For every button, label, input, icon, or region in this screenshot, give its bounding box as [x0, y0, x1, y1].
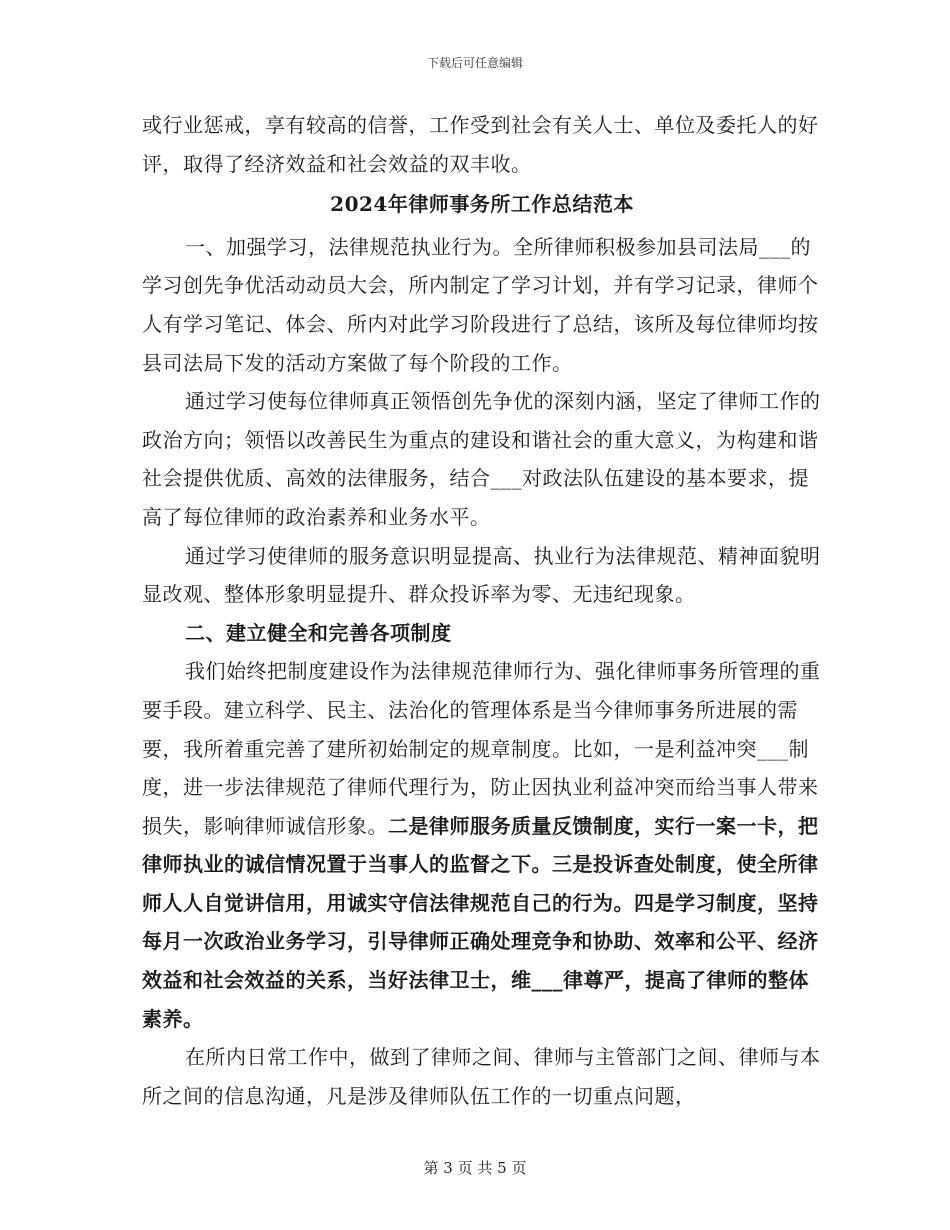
paragraph-4-bold: 二是律师服务质量反馈制度，实行一案一卡，把律师执业的诚信情况置于当事人的监督之下。三是投诉查处制度，使全所律师人人自觉讲信用，用诚实守信法律规范自己的行为。四是学习制度，坚持每月一次政治业务学习，引导律师正确处理竞争和协助、效率和公平、经济效益和社会效益的关系，当好法律卫士，维___律尊严，提高了律师的整体素养。	[142, 813, 819, 1031]
header-note: 下载后可任意编辑	[426, 56, 523, 70]
continuation-paragraph: 或行业惩戒，享有较高的信誉，工作受到社会有关人士、单位及委托人的好评，取得了经济效益和社会效益的双丰收。	[142, 113, 819, 176]
paragraph-2: 通过学习使每位律师真正领悟创先争优的深刻内涵，坚定了律师工作的政治方向；领悟以改善民生为重点的建设和谐社会的重大意义，为构建和谐社会提供优质、高效的法律服务，结合___对政法队伍建设的基本要求，提高了每位律师的政治素养和业务水平。	[142, 389, 821, 529]
paragraph-1: 一、加强学习，法律规范执业行为。全所律师积极参加县司法局___的学习创先争优活动动员大会，所内制定了学习计划，并有学习记录，律师个人有学习笔记、体会、所内对此学习阶段进行了总结，该所及每位律师均按县司法局下发的活动方案做了每个阶段的工作。	[142, 234, 819, 375]
document-body	[142, 106, 822, 1115]
paragraph-4	[142, 652, 822, 1038]
section-heading-2: 二、建立健全和完善各项制度	[185, 620, 452, 645]
page-number: 第 3 页 共 5 页	[423, 1159, 527, 1177]
paragraph-3: 通过学习使律师的服务意识明显提高、执业行为法律规范、精神面貌明显改观、整体形象明显提升、群众投诉率为零、无违纪现象。	[142, 543, 821, 607]
paragraph-4-normal: 我们始终把制度建设作为法律规范律师行为、强化律师事务所管理的重要手段。建立科学、民主、法治化的管理体系是当今律师事务所进展的需要，我所着重完善了建所初始制定的规章制度。比如，一是利益冲突___制度，进一步法律规范了律师代理行为，防止因执业利益冲突而给当事人带来损失，影响律师诚信形象。	[142, 659, 821, 838]
document-title: 2024年律师事务所工作总结范本	[330, 192, 634, 217]
paragraph-5: 在所内日常工作中，做到了律师之间、律师与主管部门之间、律师与本所之间的信息沟通，凡是涉及律师队伍工作的一切重点问题，	[142, 1045, 821, 1108]
